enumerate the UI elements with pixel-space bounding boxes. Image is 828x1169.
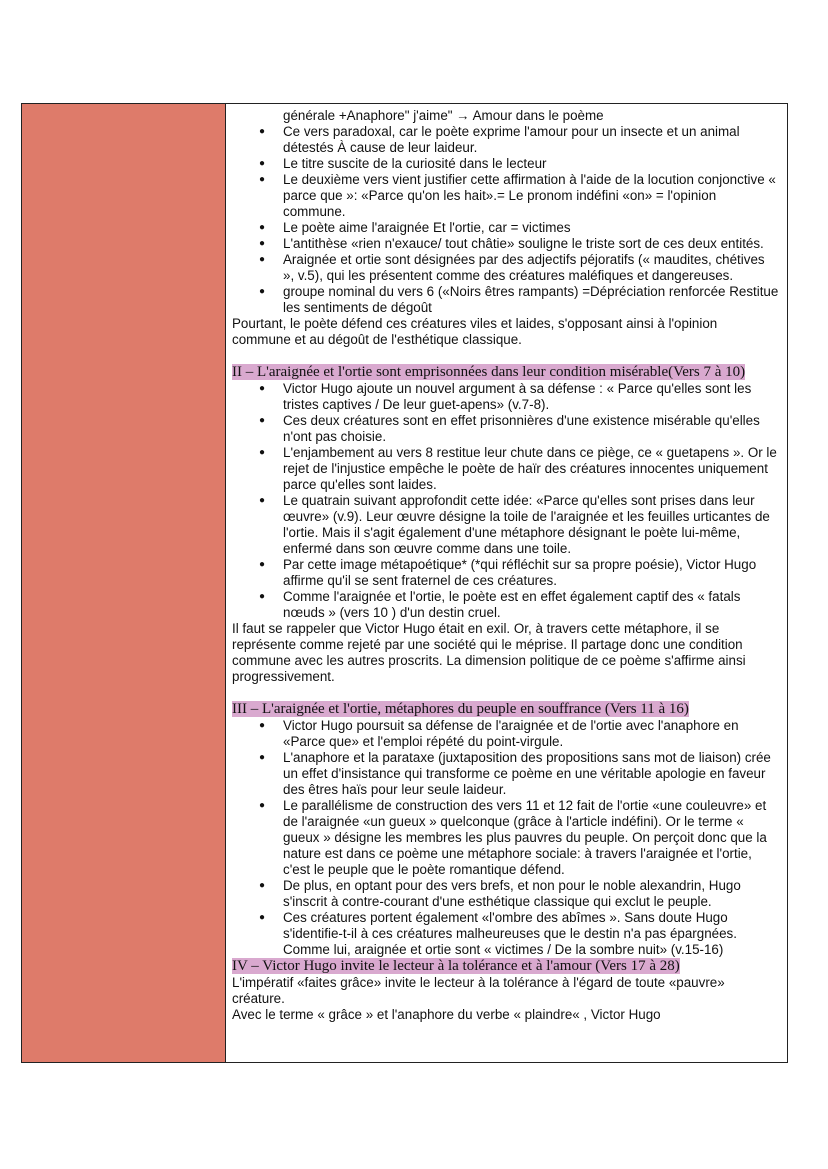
list-item: ● Le titre suscite de la curiosité dans le lecteur <box>232 156 779 172</box>
list-item: ● Victor Hugo poursuit sa défense de l'araignée et de l'ortie avec l'anaphore en «Parce que» et l'emploi répété du point-virgule. <box>232 718 779 750</box>
list-item: ● Par cette image métapoétique* (*qui réfléchit sur sa propre poésie), Victor Hugo affirme qu'il se sent fraternel de ces créatures. <box>232 557 779 589</box>
list-item: ● L'anaphore et la parataxe (juxtaposition des propositions sans mot de liaison) crée un effet d'insistance qui transforme ce poème en une véritable apologie en faveur des êtres haïs pour leur seule laideur. <box>232 750 779 798</box>
list-item: ● Le parallélisme de construction des vers 11 et 12 fait de l'ortie «une couleuvre» et de l'araignée «un gueux » quelconque (grâce à l'article indéfini). Or le terme « gueux » désigne les membres les plus pauvres du peuple. On perçoit donc que la nature est dans ce poème une métaphore sociale: à travers l'araignée et l'ortie, c'est le peuple que le poète romantique défend. <box>232 798 779 878</box>
section1-list <box>232 108 779 316</box>
list-item: ● Ces créatures portent également «l'ombre des abîmes ». Sans doute Hugo s'identifie-t-il à ces créatures malheureuses que le destin n'a pas épargnées. Comme lui, araignée et ortie sont « victimes / De la sombre nuit» (v.15-16) <box>232 910 779 958</box>
list-item: ● Araignée et ortie sont désignées par des adjectifs péjoratifs (« maudites, chétives », v.5), qui les présentent comme des créatures maléfiques et dangereuses. <box>232 252 779 284</box>
list-item: ● Le deuxième vers vient justifier cette affirmation à l'aide de la locution conjonctive « parce que »: «Parce qu'on les hait».= Le pronom indéfini «on» = l'opinion commune. <box>232 172 779 220</box>
section3-heading <box>232 701 779 718</box>
section2-heading-text: II – L'araignée et l'ortie sont emprisonnées dans leur condition misérable(Vers 7 à 10) <box>232 364 746 380</box>
list-item: ● L'antithèse «rien n'exauce/ tout châtie» souligne le triste sort de ces deux entités. <box>232 236 779 252</box>
colored-side-column <box>22 104 226 1062</box>
content-column <box>226 104 787 1062</box>
list-item: ● L'enjambement au vers 8 restitue leur chute dans ce piège, ce « guetapens ». Or le rejet de l'injustice empêche le poète de haïr des créatures innocentes uniquement parce qu'elles sont laides. <box>232 445 779 493</box>
section4-paragraph: L'impératif «faites grâce» invite le lecteur à la tolérance à l'égard de toute «pauvre» créature. <box>232 975 725 1006</box>
section1-conclusion: Pourtant, le poète défend ces créatures viles et laides, s'opposant ainsi à l'opinion commune et au dégoût de l'esthétique classique. <box>232 316 718 347</box>
list-item: ● Ce vers paradoxal, car le poète exprime l'amour pour un insecte et un animal détestés À cause de leur laideur. <box>232 124 779 156</box>
list-item: ● Le quatrain suivant approfondit cette idée: «Parce qu'elles sont prises dans leur œuvre» (v.9). Leur œuvre désigne la toile de l'araignée et les feuilles urticantes de l'ortie. Mais il s'agit également d'une métaphore désignant le poète lui-même, enfermé dans son œuvre comme dans une toile. <box>232 493 779 557</box>
list-item: ● groupe nominal du vers 6 («Noirs êtres rampants) =Dépréciation renforcée Restitue les sentiments de dégoût <box>232 284 779 316</box>
section4-paragraph: Avec le terme « grâce » et l'anaphore du verbe « plaindre« , Victor Hugo <box>232 1007 661 1022</box>
section2-heading <box>232 364 779 381</box>
section2-list <box>232 381 779 621</box>
list-item: ● Victor Hugo ajoute un nouvel argument à sa défense : « Parce qu'elles sont les tristes captives / De leur guet-apens» (v.7-8). <box>232 381 779 413</box>
section3-list <box>232 718 779 958</box>
list-item: ● Ces deux créatures sont en effet prisonnières d'une existence misérable qu'elles n'ont pas choisie. <box>232 413 779 445</box>
list-item: générale +Anaphore" j'aime" → Amour dans le poème <box>283 108 604 123</box>
list-item: ● Le poète aime l'araignée Et l'ortie, car = victimes <box>232 220 779 236</box>
section4-heading <box>232 958 779 975</box>
section2-conclusion: Il faut se rappeler que Victor Hugo était en exil. Or, à travers cette métaphore, il se représente comme rejeté par une société qui le méprise. Il partage donc une condition commune avec les autres proscrits. La dimension politique de ce poème s'affirme ainsi progressivement. <box>232 621 746 684</box>
list-item: ● Comme l'araignée et l'ortie, le poète est en effet également captif des « fatals nœuds » (vers 10 ) d'un destin cruel. <box>232 589 779 621</box>
document-table <box>21 103 788 1063</box>
list-item: ● De plus, en optant pour des vers brefs, et non pour le noble alexandrin, Hugo s'inscrit à contre-courant d'une esthétique classique qui exclut le peuple. <box>232 878 779 910</box>
section3-heading-text: III – L'araignée et l'ortie, métaphores du peuple en souffrance (Vers 11 à 16) <box>232 701 689 717</box>
section4-heading-text: IV – Victor Hugo invite le lecteur à la tolérance et à l'amour (Vers 17 à 28) <box>232 958 680 974</box>
